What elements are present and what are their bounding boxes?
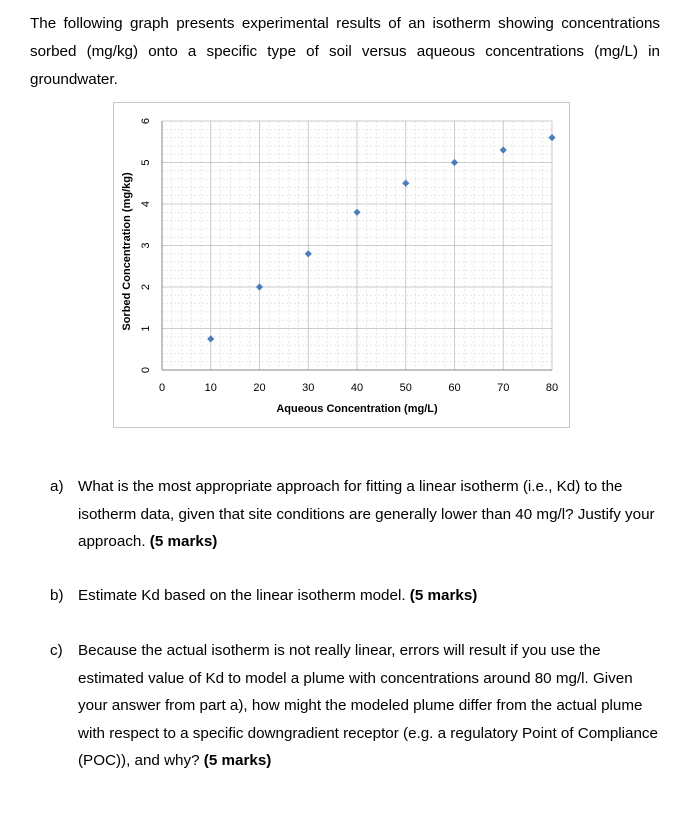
question-c — [50, 637, 660, 775]
x-tick-label: 60 — [448, 382, 461, 394]
data-point — [256, 283, 263, 290]
question-b — [50, 582, 660, 610]
x-tick-label: 40 — [350, 382, 364, 394]
data-point — [402, 180, 409, 187]
x-tick-label: 70 — [497, 382, 510, 394]
y-tick-label: 3 — [140, 242, 152, 249]
question-b-text: Estimate Kd based on the linear isotherm model. — [78, 587, 406, 604]
data-point — [500, 146, 507, 153]
intro-paragraph: The following graph presents experimental results of an isotherm showing concentrations sorbed (mg/kg) onto a specific type of soil versus aqueous concentrations (mg/L) in groundwater. — [30, 15, 660, 88]
x-tick-label: 80 — [545, 382, 559, 394]
y-tick-label: 5 — [140, 159, 152, 166]
x-axis-title: Aqueous Concentration (mg/L) — [276, 403, 438, 415]
question-a-label: a) — [50, 478, 64, 495]
question-c-marks: (5 marks) — [203, 752, 272, 769]
x-tick-label: 10 — [204, 382, 217, 394]
data-point — [548, 134, 555, 141]
question-c-label: c) — [50, 642, 63, 659]
question-b-marks: (5 marks) — [409, 587, 478, 604]
y-axis-title: Sorbed Concentration (mg/kg) — [121, 172, 133, 331]
data-point — [451, 159, 458, 166]
question-b-label: b) — [50, 587, 64, 604]
question-a — [50, 473, 660, 556]
y-tick-label: 0 — [140, 366, 152, 374]
data-point — [207, 335, 214, 342]
y-tick-label: 1 — [140, 325, 152, 332]
question-c-text: Because the actual isotherm is not really linear, errors will result if you use the estimated value of Kd to model a plume with concentrations around 80 mg/l. Given your answer from part a), how might the modeled plume differ from the actual plume with respect to a specific downgradient receptor (e.g. a regulatory Point of Compliance (POC)), and why? — [78, 642, 658, 769]
x-tick-label: 0 — [158, 382, 166, 394]
x-tick-label: 50 — [399, 382, 412, 394]
isotherm-chart — [113, 102, 570, 428]
y-tick-label: 4 — [140, 200, 152, 208]
question-a-text: What is the most appropriate approach for fitting a linear isotherm (i.e., Kd) to the isotherm data, given that site conditions are generally lower than 40 mg/l? Justify your approach. — [78, 478, 655, 550]
data-point — [353, 209, 360, 216]
x-tick-label: 30 — [302, 382, 315, 394]
y-tick-label: 2 — [140, 283, 152, 291]
data-point — [305, 250, 312, 257]
y-tick-label: 6 — [140, 117, 152, 125]
chart-svg — [114, 103, 571, 429]
x-tick-label: 20 — [253, 382, 266, 394]
question-a-marks: (5 marks) — [149, 533, 218, 550]
